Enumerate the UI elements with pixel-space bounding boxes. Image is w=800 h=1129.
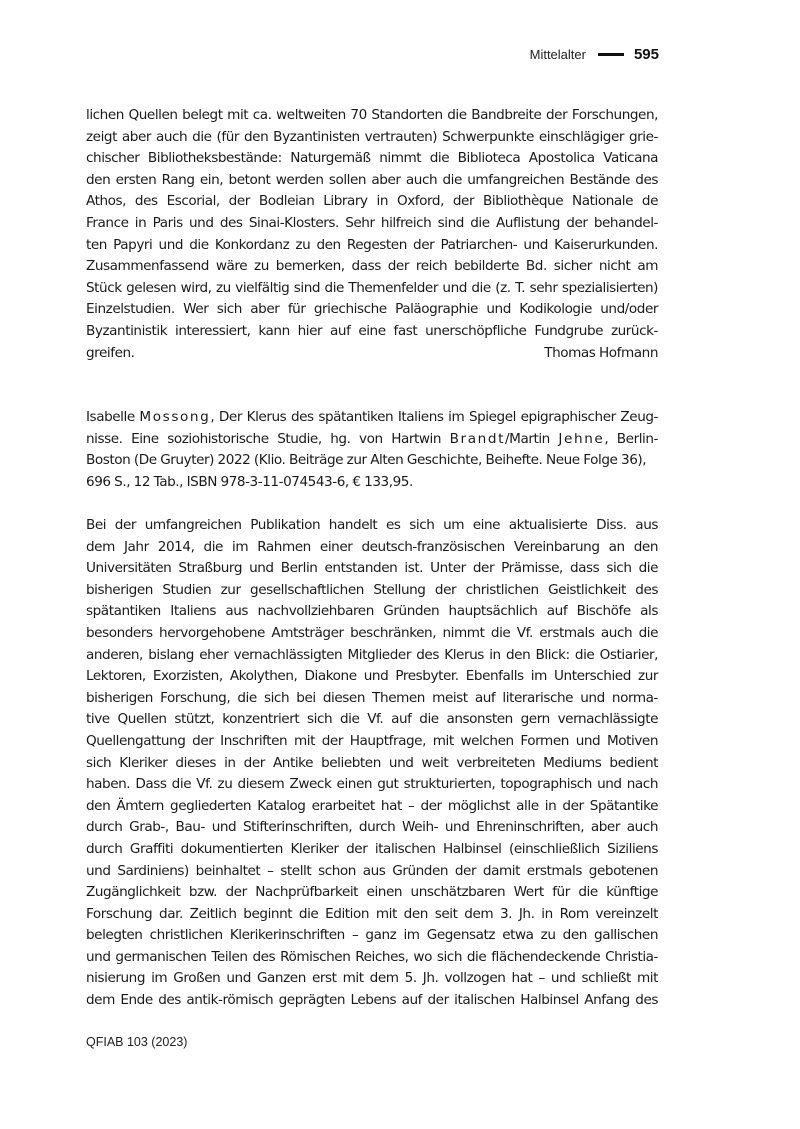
author-last-name: Mossong (139, 409, 211, 425)
text-line: Byzantinistik interessiert, kann hier auf eine fast unerschöpfliche Fundgrube zurück- (86, 322, 658, 339)
text-line: Stück gelesen wird, zu vielfältig sind die Themenfelder und die (z. T. sehr spezialisierten) (86, 279, 658, 296)
text-line: Einzelstudien. Wer sich aber für griechische Paläographie und Kodikologie und/oder (86, 301, 658, 318)
text-line: nisierung im Großen und Ganzen erst mit dem 5. Jh. vollzogen hat – und schließt mit (86, 970, 658, 987)
text-line: greifen. (86, 344, 135, 361)
citation-title-cont: nisse. Eine soziohistorische Studie, hg. von Hartwin (86, 430, 442, 447)
text-line: zeigt aber auch die (für den Byzantinisten vertrauten) Schwerpunkte einschlägiger grie- (86, 128, 658, 145)
bibliographic-citation (86, 407, 658, 493)
text-line: belegten christlichen Klerikerinschriften – ganz im Gegensatz etwa zu den gallischen (86, 927, 658, 944)
text-line: ten Papyri und die Konkordanz zu den Regesten der Patriarchen- und Kaiserurkunden. (86, 236, 658, 253)
text-line: France in Paris und des Sinai-Klosters. Sehr hilfreich sind die Auflistung der behandel- (86, 214, 658, 231)
publication-place: , Berlin- (604, 430, 659, 447)
text-line: Zusammenfassend wäre zu bemerken, dass der reich bebilderte Bd. sicher nicht am (86, 258, 658, 275)
editor-name: Jehne (558, 430, 605, 447)
citation-line (86, 407, 658, 429)
text-line: haben. Dass die Vf. zu diesem Zweck einen gut strukturierten, topographisch und nach (86, 776, 658, 793)
text-line: und Sardiniens) beinhaltet – stellt schon aus Gründen der damit erstmals gebotenen (86, 862, 658, 879)
text-line: Athos, des Escorial, der Bodleian Library in Oxford, der Bibliothèque Nationale de (86, 193, 658, 210)
text-line: sich Kleriker dieses in der Antike beliebten und weit verbreiteten Mediums bedient (86, 754, 658, 771)
editor-name: Brandt (449, 430, 506, 447)
text-line: dem Jahr 2014, die im Rahmen einer deutsch-französischen Vereinbarung an den (86, 538, 658, 555)
text-line: tive Quellen stützt, konzentriert sich die Vf. auf die ansonsten gern vernachlässigte (86, 711, 658, 728)
citation-line (86, 429, 658, 451)
running-head (530, 42, 659, 66)
text-line: Bei der umfangreichen Publikation handelt es sich um eine aktualisierte Diss. aus (86, 517, 658, 533)
text-line: durch Grab-, Bau- und Stifterinschriften, durch Weih- und Ehreninschriften, aber auch (86, 819, 658, 836)
text-line: spätantiken Italiens aus nachvollziehbaren Gründen hauptsächlich auf Bischöfe als (86, 603, 658, 620)
text-line: bisherigen Forschung, die sich bei diesen Themen meist auf literarische und norma- (86, 689, 658, 706)
citation-line: Boston (De Gruyter) 2022 (Klio. Beiträge zur Alten Geschichte, Beihefte. Neue Folge 36), (86, 452, 647, 469)
text-line: und germanischen Teilen des Römischen Reiches, wo sich die flächendeckende Christia- (86, 948, 658, 965)
text-line: besonders hervorgehobene Amtsträger beschränken, nimmt die Vf. erstmals auch die (86, 624, 658, 641)
text-line: dem Ende des antik-römisch geprägten Lebens auf der italischen Halbinsel Anfang des (86, 992, 658, 1009)
text-line: Lektoren, Exorzisten, Akolythen, Diakone und Presbyter. Ebenfalls im Unterschied zur (86, 668, 658, 685)
citation-title: , Der Klerus des spätantiken Italiens im Spiegel epigraphischer Zeug- (210, 409, 659, 425)
reviewer-signature: Thomas Hofmann (544, 344, 658, 361)
page-number: 595 (633, 45, 659, 63)
text-line: den ersten Rang ein, betont werden sollen aber auch die umfangreichen Bestände des (86, 171, 658, 188)
text-line: chischer Bibliotheksbestände: Naturgemäß nimmt die Biblioteca Apostolica Vaticana (86, 150, 658, 167)
closing-line (86, 343, 658, 365)
review-body (86, 515, 658, 1012)
citation-line: 696 S., 12 Tab., ISBN 978-3-11-074543-6, € 133,95. (86, 473, 413, 490)
review-continuation (86, 105, 658, 364)
text-line: durch Graffiti dokumentierten Kleriker der italischen Halbinsel (einschließlich Siziliens (86, 840, 658, 857)
text-line: Quellengattung der Inschriften mit der Hauptfrage, mit welchen Formen und Motiven (86, 732, 658, 749)
text-line: Universitäten Straßburg und Berlin entstanden ist. Unter der Prämisse, dass sich die (86, 560, 658, 577)
text-line: anderen, bislang eher vernachlässigten Mitglieder des Klerus in den Blick: die Ostiarier, (86, 646, 658, 663)
text-line: Zugänglichkeit bzw. der Nachprüfbarkeit einen unschätzbaren Wert für die künftige (86, 884, 658, 901)
header-rule (598, 53, 624, 56)
text-line: bisherigen Studien zur gesellschaftlichen Stellung der christlichen Geistlichkeit des (86, 581, 658, 598)
text-line: Forschung dar. Zeitlich beginnt die Edition mit den seit dem 3. Jh. in Rom vereinzelt (86, 905, 658, 922)
author-first-name: Isabelle (86, 409, 135, 425)
journal-reference: QFIAB 103 (2023) (86, 1035, 188, 1049)
editor-separator: /Martin (505, 430, 550, 447)
section-name: Mittelalter (529, 46, 586, 62)
text-line: lichen Quellen belegt mit ca. weltweiten 70 Standorten die Bandbreite der Forschungen, (86, 107, 658, 123)
text-line: den Ämtern gegliederten Katalog erarbeitet hat – der möglichst alle in der Spätantike (86, 797, 658, 814)
